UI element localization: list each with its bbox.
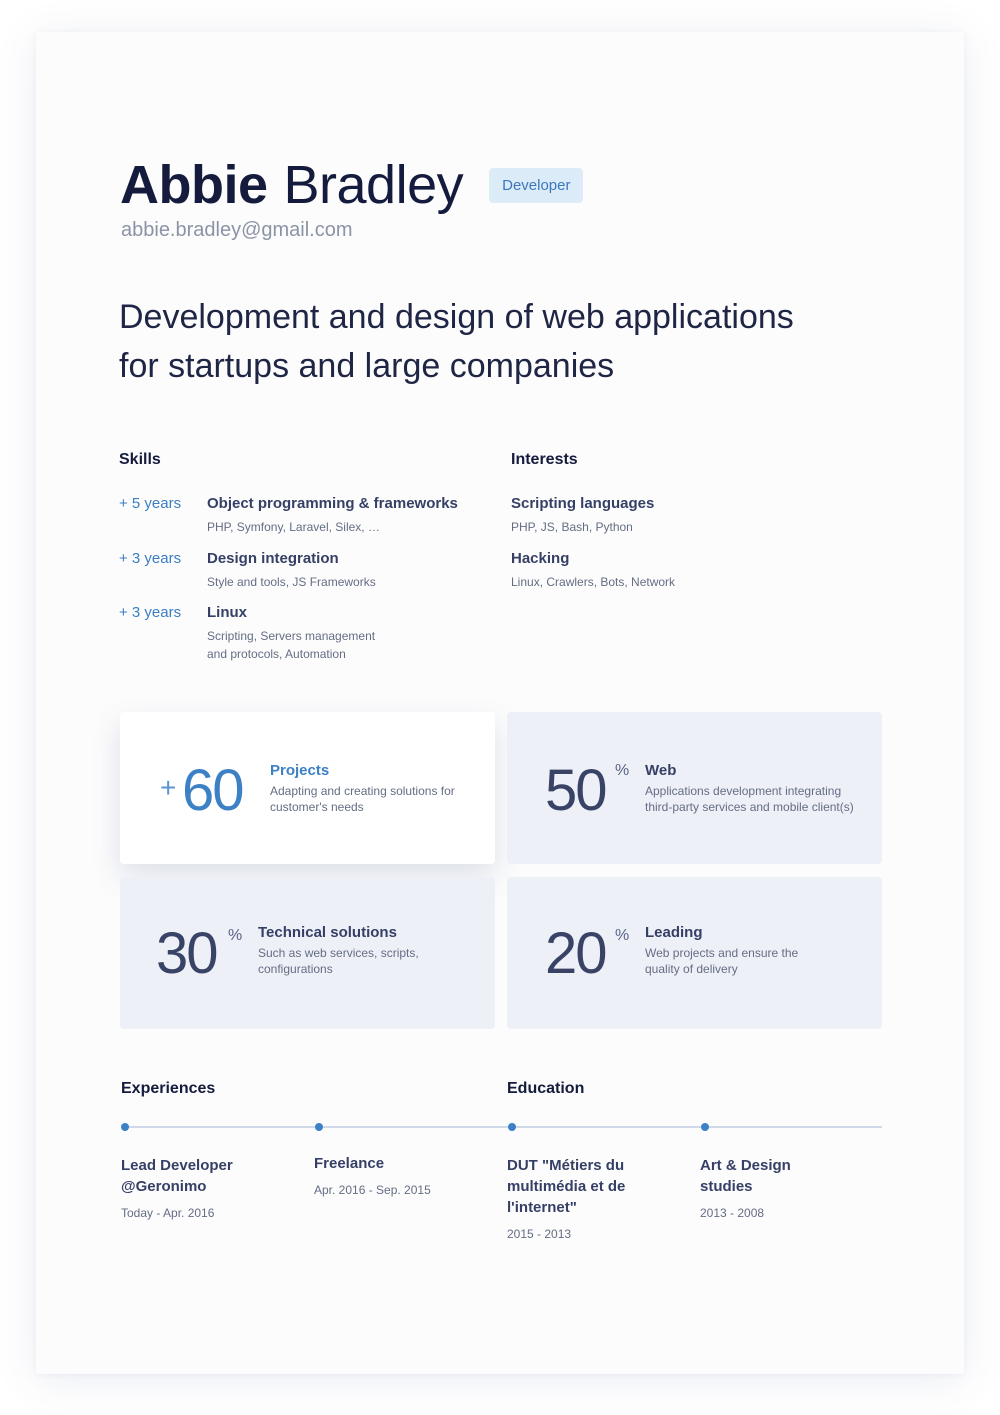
skill-years: + 5 years xyxy=(119,495,182,512)
stat-suffix: % xyxy=(615,927,630,944)
stat-title: Projects xyxy=(270,762,330,779)
experiences-title: Experiences xyxy=(121,1080,216,1097)
stat-card-technical xyxy=(120,877,495,1029)
education-item xyxy=(700,1155,820,1220)
stat-card-leading xyxy=(507,877,882,1029)
timeline-line xyxy=(124,1126,882,1128)
experience-date: Apr. 2016 - Sep. 2015 xyxy=(314,1183,431,1197)
timeline-dot xyxy=(508,1123,516,1131)
skill-years: + 3 years xyxy=(119,604,182,621)
stat-value: 20 xyxy=(545,921,606,986)
interest-detail: Linux, Crawlers, Bots, Network xyxy=(511,575,676,589)
timeline-dot xyxy=(701,1123,709,1131)
stat-desc: Applications development integrating third-party services and mobile client(s) xyxy=(645,784,854,814)
role-badge: Developer xyxy=(489,168,583,203)
skill-name: Linux xyxy=(207,604,247,621)
timeline-dot xyxy=(121,1123,129,1131)
experience-item xyxy=(121,1155,271,1220)
stat-suffix: % xyxy=(228,927,243,944)
stat-title: Technical solutions xyxy=(258,924,397,941)
email-address[interactable]: abbie.bradley@gmail.com xyxy=(121,219,353,241)
name-header xyxy=(120,150,583,220)
interests-title: Interests xyxy=(511,451,578,468)
interest-detail: PHP, JS, Bash, Python xyxy=(511,520,633,534)
experience-date: Today - Apr. 2016 xyxy=(121,1206,215,1220)
experience-item xyxy=(314,1153,484,1197)
stat-value: 30 xyxy=(156,921,217,986)
education-title-item: DUT "Métiers du multimédia et de l'internet" xyxy=(507,1157,626,1216)
last-name: Bradley xyxy=(283,155,464,215)
education-date: 2013 - 2008 xyxy=(700,1206,765,1220)
interest-name: Hacking xyxy=(511,550,570,567)
skills-title: Skills xyxy=(119,451,161,468)
stat-card-web xyxy=(507,712,882,864)
skill-item xyxy=(119,495,479,536)
stat-suffix: % xyxy=(615,762,630,779)
interest-item xyxy=(511,495,831,536)
education-title: Education xyxy=(507,1080,585,1097)
stat-desc: Such as web services, scripts, configurations xyxy=(258,946,419,976)
skill-item xyxy=(119,550,479,591)
experience-title: Freelance xyxy=(314,1155,385,1172)
education-item xyxy=(507,1155,657,1241)
skill-years: + 3 years xyxy=(119,550,182,567)
stat-prefix: + xyxy=(160,772,177,803)
stat-card-projects xyxy=(120,712,495,864)
first-name: Abbie xyxy=(120,155,268,215)
stat-title: Web xyxy=(645,762,677,779)
skill-item xyxy=(119,604,479,663)
experience-title: Lead Developer @Geronimo xyxy=(121,1157,233,1195)
timeline-dot xyxy=(315,1123,323,1131)
education-date: 2015 - 2013 xyxy=(507,1227,572,1241)
tagline: Development and design of web applications for startups and large companies xyxy=(119,298,794,385)
stat-value: 50 xyxy=(545,758,606,823)
stat-desc: Adapting and creating solutions for customer's needs xyxy=(270,784,455,814)
stat-desc: Web projects and ensure the quality of delivery xyxy=(645,946,799,976)
skill-name: Object programming & frameworks xyxy=(207,495,458,512)
skill-detail: Style and tools, JS Frameworks xyxy=(207,575,376,589)
education-title-item: Art & Design studies xyxy=(700,1157,791,1195)
stat-title: Leading xyxy=(645,924,703,941)
skill-name: Design integration xyxy=(207,550,339,567)
skill-detail: Scripting, Servers management and protocols, Automation xyxy=(207,629,376,661)
stat-value: 60 xyxy=(182,758,243,823)
interest-item xyxy=(511,550,831,591)
skill-detail: PHP, Symfony, Laravel, Silex, … xyxy=(207,520,380,534)
interest-name: Scripting languages xyxy=(511,495,655,512)
